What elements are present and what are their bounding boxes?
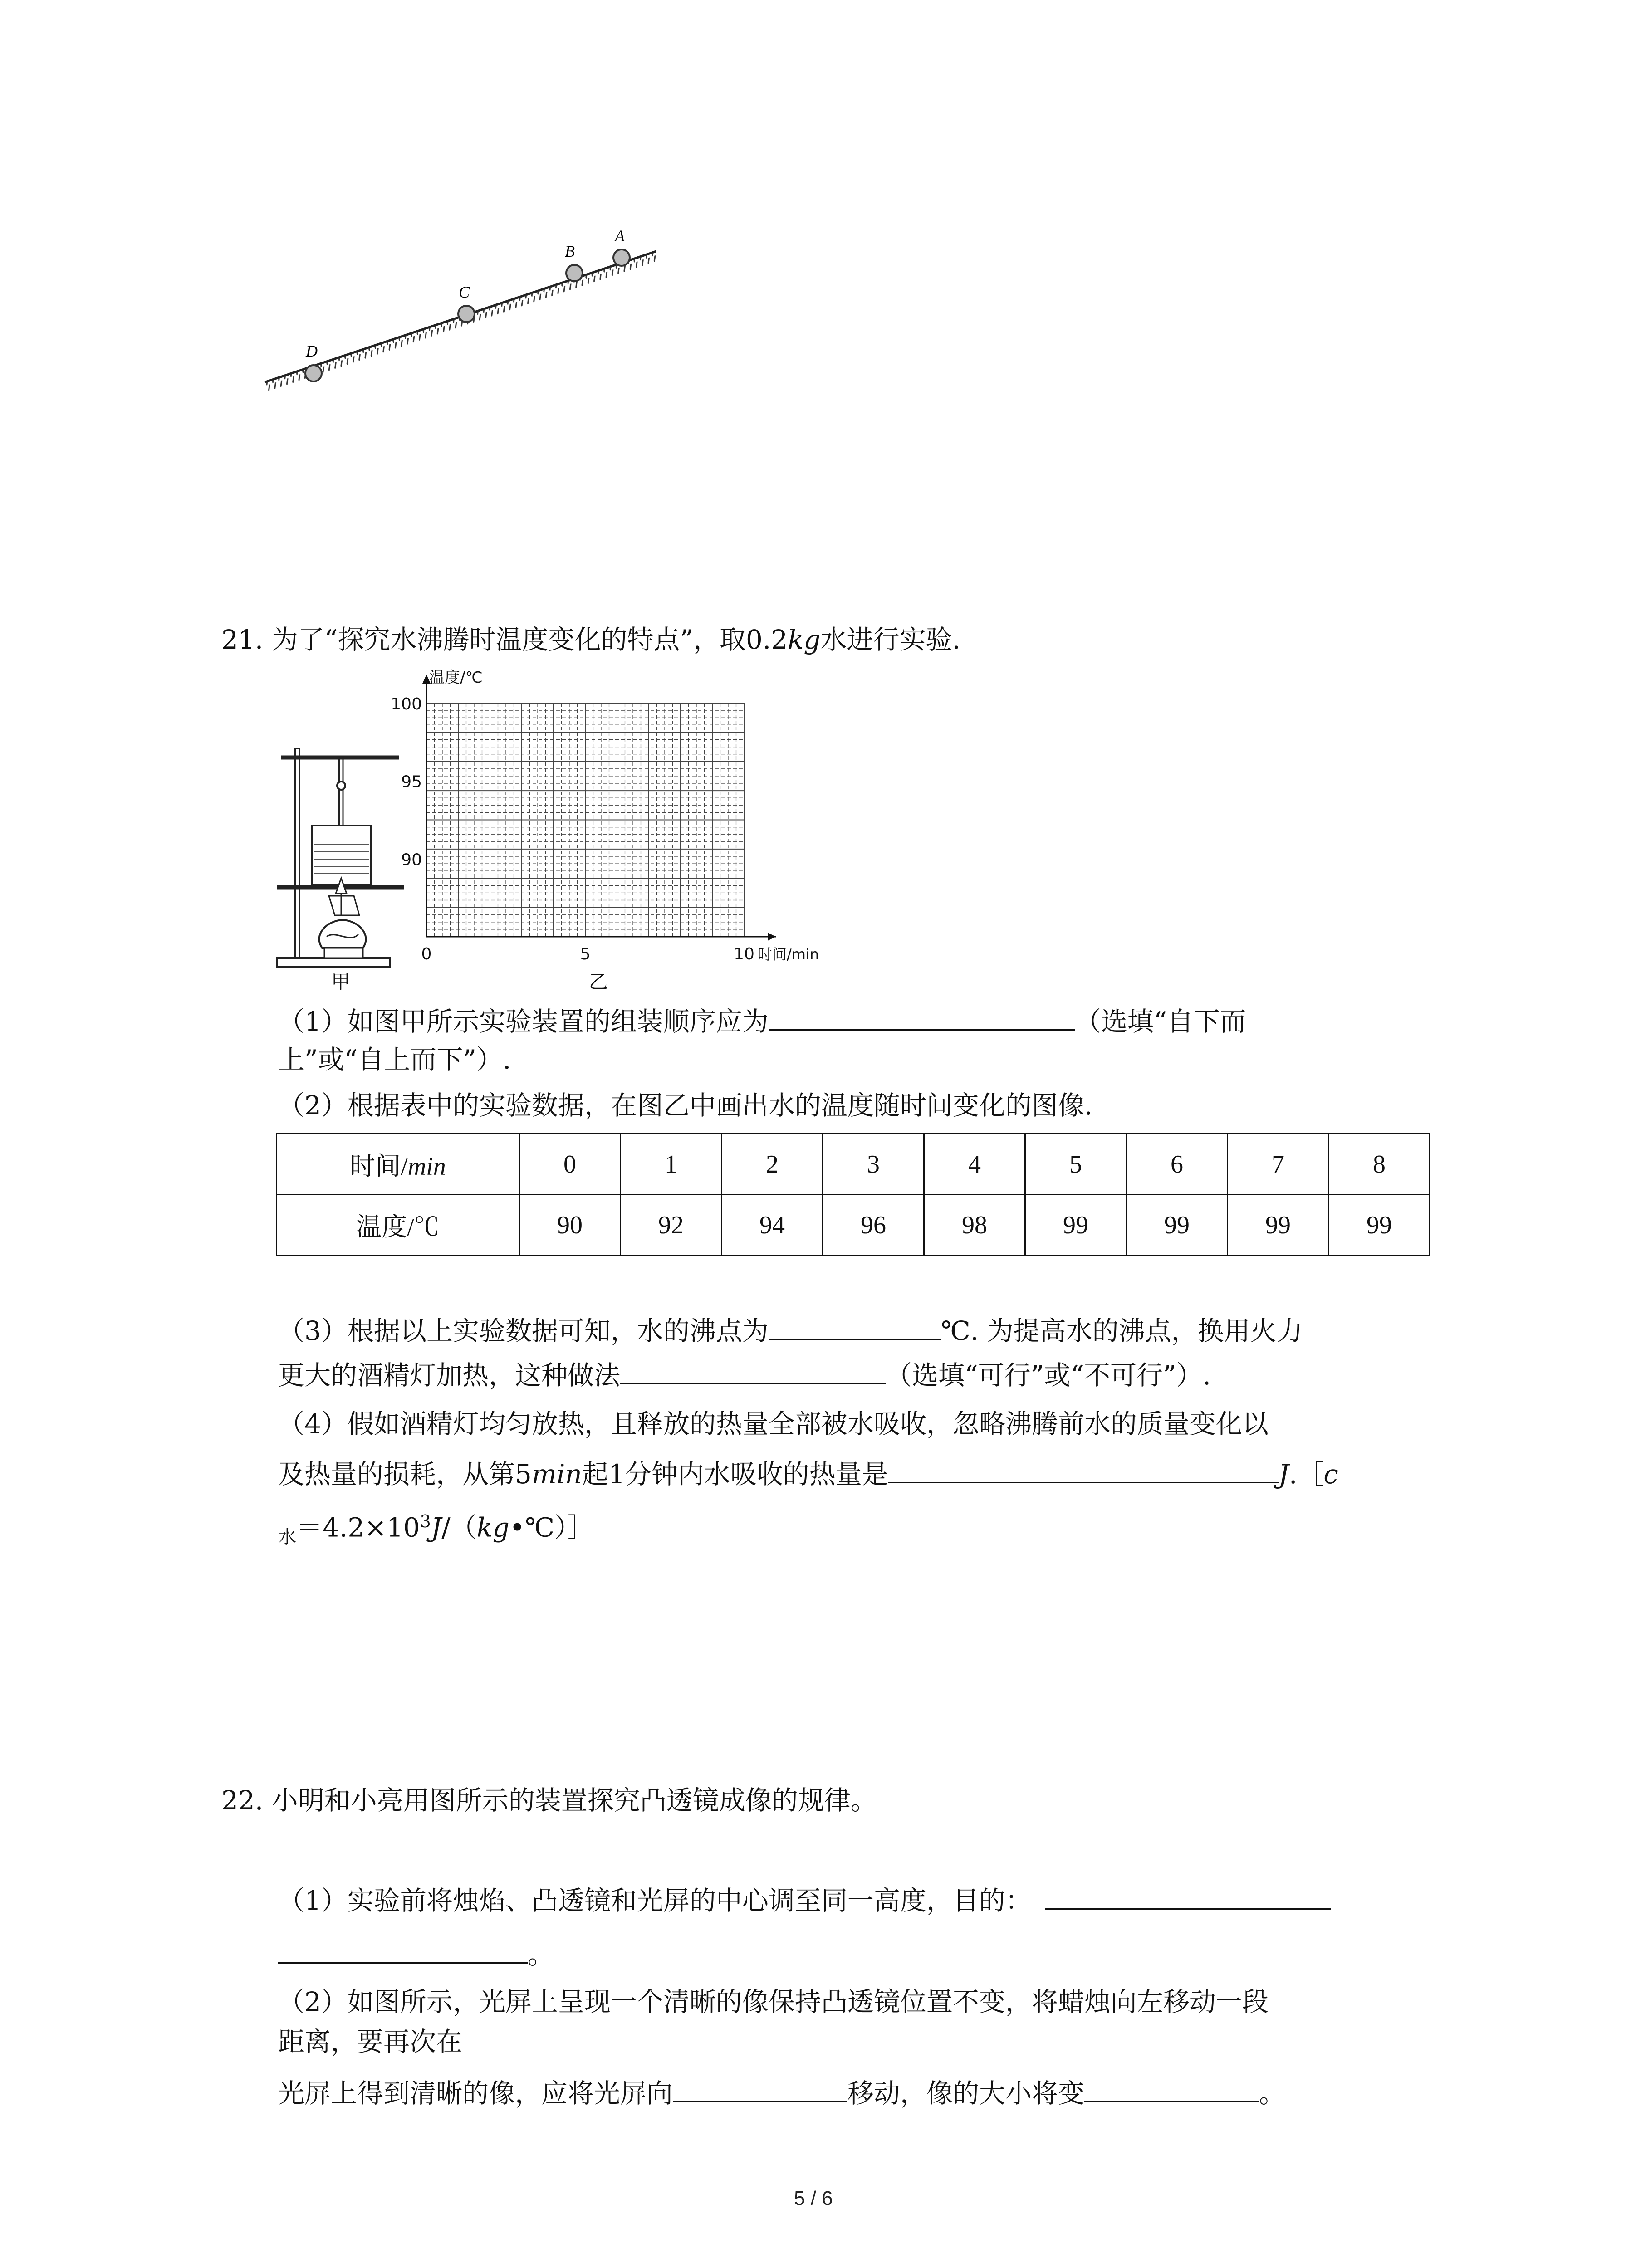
q21-part4-line2 (278, 1457, 1338, 1491)
q21-part1-hint: （选填“自下而 (1074, 1006, 1246, 1037)
table-cell: 3 (823, 1134, 924, 1195)
graph-x-tick-label: 10 (734, 945, 754, 963)
table-cell: 98 (924, 1195, 1025, 1256)
q21-stem-prefix: 为了“探究水沸腾时温度变化的特点”，取0.2 (271, 624, 788, 655)
q21-part4-unit-kg: kg (476, 1512, 509, 1543)
table-cell: 6 (1127, 1134, 1228, 1195)
table-header-time-unit: min (407, 1152, 446, 1181)
answer-blank-assembly-order[interactable] (769, 1004, 1075, 1031)
q21-part4-close: •℃）］ (509, 1512, 594, 1543)
answer-blank-feasibility[interactable] (620, 1358, 886, 1384)
table-cell: 1 (621, 1134, 722, 1195)
graph-y-tick-label: 90 (401, 850, 422, 870)
label-a: A (615, 227, 625, 245)
q22-part2-line2: 距离，要再次在 (278, 2026, 463, 2057)
x-axis-arrow (768, 933, 776, 941)
q21-part4-slash: /（ (441, 1512, 477, 1543)
table-cell: 90 (519, 1195, 621, 1256)
q21-part3-text2: 更大的酒精灯加热，这种做法 (278, 1360, 621, 1391)
table-cell: 4 (924, 1134, 1025, 1195)
q21-part4-text-a: 及热量的损耗，从第5 (278, 1459, 532, 1490)
answer-blank-image-size[interactable] (1084, 2076, 1259, 2102)
ball-c (458, 306, 475, 322)
temperature-data-table (276, 1133, 1430, 1256)
graph-y-tick-label: 100 (391, 695, 422, 714)
q22-part1-text: （1）实验前将烛焰、凸透镜和光屏的中心调至同一高度，目的： (278, 1885, 1032, 1916)
q21-part4-symbol-c: c (1323, 1459, 1338, 1490)
ball-d (305, 365, 322, 381)
temperature-time-grid (391, 665, 830, 1000)
q22-stem-text: 小明和小亮用图所示的装置探究凸透镜成像的规律。 (271, 1785, 877, 1816)
table-header-time-text: 时间/ (350, 1152, 408, 1181)
table-cell: 5 (1025, 1134, 1127, 1195)
q22-number: 22. (221, 1785, 264, 1816)
table-cell: 99 (1228, 1195, 1329, 1256)
q21-part3-text: （3）根据以上实验数据可知，水的沸点为 (278, 1315, 769, 1346)
table-cell: 94 (722, 1195, 823, 1256)
ball-a (613, 249, 630, 266)
table-cell: 2 (722, 1134, 823, 1195)
answer-blank-heat-absorbed[interactable] (888, 1457, 1279, 1483)
table-cell: 8 (1329, 1134, 1430, 1195)
q22-stem (221, 1784, 877, 1817)
q21-part4-unit-min: min (531, 1459, 582, 1490)
q22-part1-period: 。 (528, 1939, 554, 1970)
graph-y-tick-label: 95 (401, 772, 422, 792)
q22-part2-text-b: 移动，像的大小将变 (847, 2078, 1085, 2109)
q21-part4-line1: （4）假如酒精灯均匀放热，且释放的热量全部被水吸收，忽略沸腾前水的质量变化以 (278, 1408, 1269, 1439)
q21-part4-unit-j2: J (431, 1512, 442, 1543)
q21-part4-text-b: 起1分钟内水吸收的热量是 (582, 1459, 888, 1490)
answer-blank-purpose-a[interactable] (1045, 1883, 1331, 1910)
q21-part4-sub-water: 水 (278, 1526, 296, 1548)
graph-x-axis-label: 时间/min (758, 946, 819, 963)
q21-part1-text: （1）如图甲所示实验装置的组装顺序应为 (278, 1006, 769, 1037)
q21-number: 21. (221, 624, 264, 655)
table-row-time (277, 1134, 1430, 1195)
answer-blank-boiling-point[interactable] (769, 1313, 941, 1340)
label-b: B (565, 242, 575, 260)
answer-blank-purpose-b[interactable] (278, 1937, 528, 1964)
table-cell: 7 (1228, 1134, 1329, 1195)
q21-part4-line3 (278, 1505, 594, 1553)
table-cell: 96 (823, 1195, 924, 1256)
q22-part2-line3 (278, 2076, 1285, 2110)
graph-y-axis-label: 温度/℃ (429, 669, 483, 687)
table-cell: 99 (1127, 1195, 1228, 1256)
q21-part1-line1 (278, 1004, 1246, 1038)
q21-part4-unit-j: J (1278, 1459, 1289, 1490)
q21-stem (221, 623, 960, 656)
q21-part4-value: ＝4.2×10 (296, 1512, 420, 1543)
label-d: D (306, 342, 318, 360)
incline-figure (268, 213, 676, 408)
q22-part1-line1 (278, 1883, 1331, 1917)
q21-part3-line2 (278, 1358, 1211, 1392)
table-header-time (277, 1134, 519, 1195)
q21-part4-exponent: 3 (420, 1511, 431, 1531)
q21-part1-line2: 上”或“自上而下”）. (278, 1044, 511, 1075)
q21-stem-unit: kg (788, 624, 821, 655)
table-cell: 99 (1025, 1195, 1127, 1256)
table-header-temperature: 温度/℃ (277, 1195, 519, 1256)
q22-part1-line2 (278, 1937, 554, 1971)
fig-yi-label: 乙 (589, 971, 608, 993)
q21-part3-cont: ℃. 为提高水的沸点，换用火力 (941, 1315, 1303, 1346)
fig-jia-label: 甲 (331, 971, 351, 993)
q21-stem-suffix: 水进行实验. (820, 624, 960, 655)
q22-part2-text-a: 光屏上得到清晰的像，应将光屏向 (278, 2078, 673, 2109)
q21-part2: （2）根据表中的实验数据，在图乙中画出水的温度随时间变化的图像. (278, 1090, 1093, 1121)
table-cell: 92 (621, 1195, 722, 1256)
q21-part3-hint: （选填“可行”或“不可行”）. (886, 1360, 1211, 1391)
q22-part2-line1: （2）如图所示，光屏上呈现一个清晰的像保持凸透镜位置不变，将蜡烛向左移动一段 (278, 1986, 1269, 2017)
answer-blank-screen-direction[interactable] (673, 2076, 847, 2102)
graph-x-tick-label: 0 (421, 945, 432, 963)
ball-b (566, 265, 583, 281)
graph-x-tick-label: 5 (580, 945, 591, 963)
q21-part4-bracket: .［ (1288, 1459, 1324, 1490)
q22-part2-text-c: 。 (1259, 2078, 1286, 2109)
q21-part3-line1 (278, 1313, 1303, 1347)
table-cell: 0 (519, 1134, 621, 1195)
page-number: 5 / 6 (794, 2187, 833, 2209)
table-row-temperature (277, 1195, 1430, 1256)
table-cell: 99 (1329, 1195, 1430, 1256)
label-c: C (459, 283, 470, 301)
